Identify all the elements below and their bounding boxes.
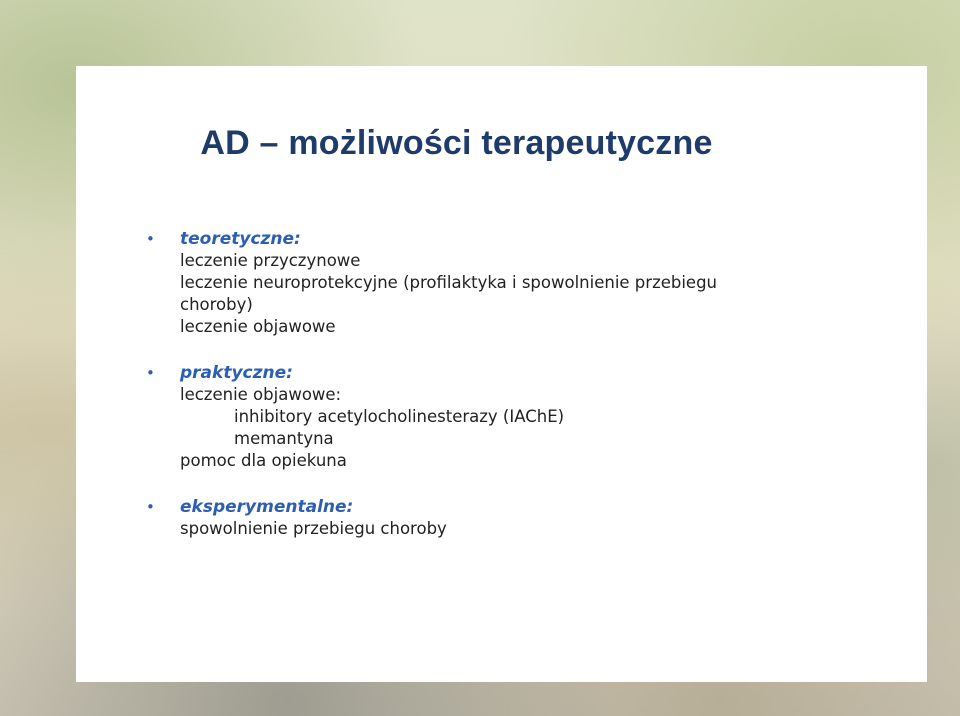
list-item: leczenie objawowe	[180, 317, 336, 336]
list-item: leczenie przyczynowe	[180, 251, 361, 270]
list-item: pomoc dla opiekuna	[180, 451, 347, 470]
slide-content	[146, 228, 906, 564]
list-item: leczenie objawowe:	[180, 385, 342, 404]
bullet-icon: •	[146, 364, 155, 382]
slide-title: AD – możliwości terapeutyczne	[200, 124, 713, 162]
section-experimental	[146, 496, 906, 540]
list-subitem: inhibitory acetylocholinesterazy (IAChE)	[234, 407, 565, 426]
slide	[76, 66, 927, 682]
list-subitem: memantyna	[234, 429, 334, 448]
section-heading: teoretyczne:	[180, 229, 301, 249]
section-practical	[146, 362, 906, 472]
bullet-icon: •	[146, 498, 155, 516]
section-heading: eksperymentalne:	[180, 497, 354, 517]
section-heading: praktyczne:	[180, 363, 293, 383]
section-theoretical	[146, 228, 906, 338]
list-item: spowolnienie przebiegu choroby	[180, 519, 447, 538]
list-item: choroby)	[180, 295, 253, 314]
list-item: leczenie neuroprotekcyjne (profilaktyka i spowolnienie przebiegu	[180, 273, 718, 292]
bullet-icon: •	[146, 230, 155, 248]
